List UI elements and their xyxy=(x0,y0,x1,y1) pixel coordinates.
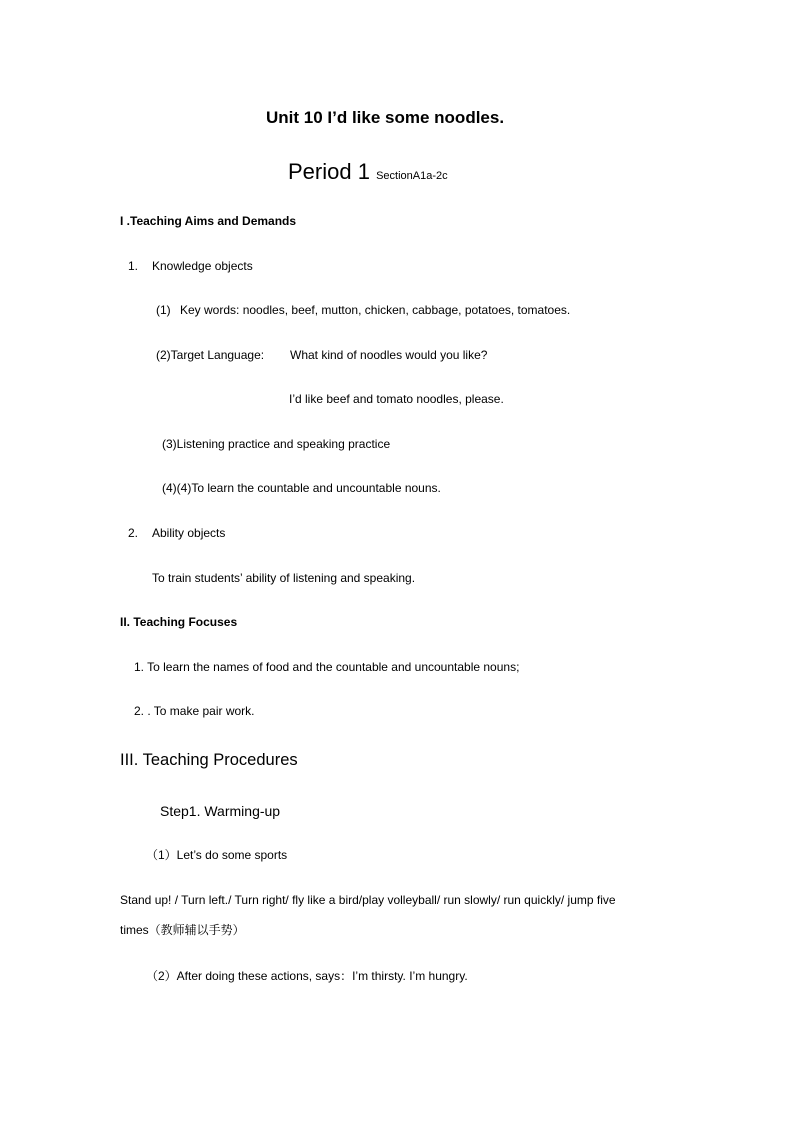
list-number: 1. xyxy=(128,259,139,273)
target-language-label: (2)Target Language: xyxy=(156,348,265,362)
warmup-paragraph-line1: Stand up! / Turn left./ Turn right/ fly like a bird/play volleyball/ run slowly/ run quickly/ jump five xyxy=(120,893,616,907)
knowledge-objects-item xyxy=(128,258,253,274)
ability-objects-item xyxy=(128,525,225,541)
focus-item-1: 1. To learn the names of food and the countable and uncountable nouns; xyxy=(134,660,520,674)
list-label: Knowledge objects xyxy=(152,259,253,273)
target-language-line2: I’d like beef and tomato noodles, please. xyxy=(289,392,504,406)
section-3-heading: III. Teaching Procedures xyxy=(120,751,298,769)
countable-nouns-item: (4)(4)To learn the countable and uncountable nouns. xyxy=(162,481,441,495)
warmup-sub-1: （1）Let’s do some sports xyxy=(146,848,288,862)
section-2-heading: II. Teaching Focuses xyxy=(120,615,238,629)
section-1-heading: I .Teaching Aims and Demands xyxy=(120,214,297,228)
period-label: Period 1 xyxy=(288,159,370,184)
period-heading xyxy=(288,158,448,190)
focus-item-2: 2. . To make pair work. xyxy=(134,704,255,718)
ability-text: To train students’ ability of listening and speaking. xyxy=(152,571,416,585)
target-language-line1: What kind of noodles would you like? xyxy=(290,348,488,362)
list-label: Ability objects xyxy=(152,526,226,540)
listening-practice-item: (3)Listening practice and speaking practice xyxy=(162,437,391,451)
key-words-text: Key words: noodles, beef, mutton, chicken, cabbage, potatoes, tomatoes. xyxy=(180,303,571,317)
list-number: (1) xyxy=(156,303,171,317)
key-words-item xyxy=(156,302,570,318)
warmup-sub-2: （2）After doing these actions, says：I’m thirsty. I’m hungry. xyxy=(146,969,468,983)
list-number: 2. xyxy=(128,526,139,540)
warmup-paragraph-line2: times（教师辅以手势） xyxy=(120,923,245,937)
section-label: SectionA1a-2c xyxy=(376,170,448,182)
step1-heading: Step1. Warming-up xyxy=(160,803,281,819)
document-title: Unit 10 I’d like some noodles. xyxy=(266,108,505,127)
